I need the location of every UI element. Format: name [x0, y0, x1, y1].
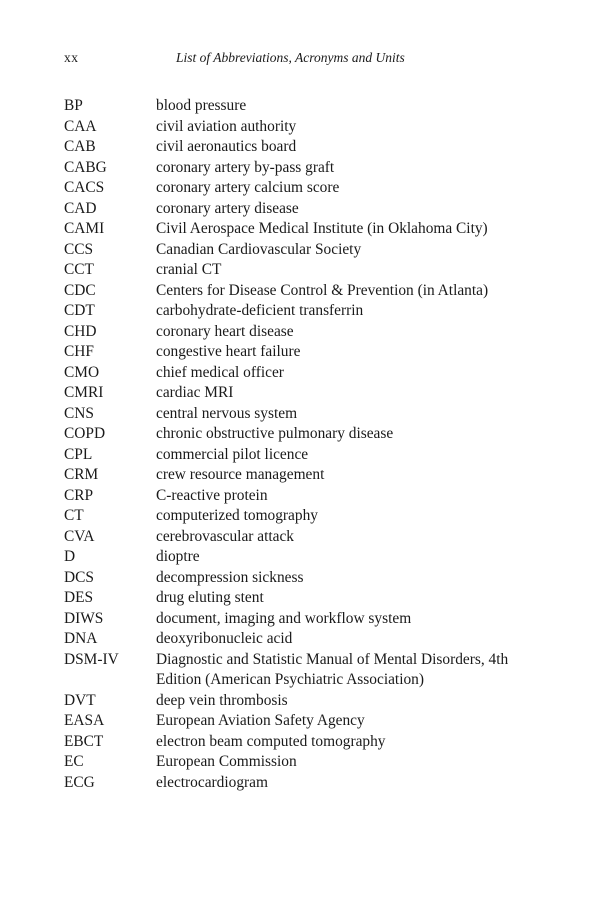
abbreviation-definition: coronary heart disease [156, 322, 294, 340]
abbreviation-entry [64, 342, 544, 363]
abbreviation-definition: blood pressure [156, 97, 247, 114]
abbreviation-term: CABG [64, 158, 107, 176]
abbreviation-entry [64, 445, 544, 466]
abbreviation-definition: dioptre [156, 548, 200, 565]
abbreviation-term: D [64, 548, 76, 565]
abbreviation-definition: Diagnostic and Statistic Manual of Mental Disorders, 4th Edition (American Psychiatric Association) [156, 650, 509, 688]
abbreviation-definition: document, imaging and workflow system [156, 609, 412, 627]
abbreviation-term: BP [64, 97, 83, 114]
abbreviation-definition: chronic obstructive pulmonary disease [156, 425, 394, 442]
abbreviation-term: CAA [64, 117, 97, 135]
abbreviation-definition: congestive heart failure [156, 343, 301, 360]
abbreviation-term: DNA [64, 630, 98, 647]
abbreviation-term: EASA [64, 712, 105, 729]
abbreviation-definition: deep vein thrombosis [156, 691, 288, 709]
abbreviation-entry [64, 219, 544, 240]
abbreviation-entry [64, 158, 544, 179]
page-number: xx [64, 50, 79, 65]
abbreviation-list [64, 96, 544, 793]
abbreviation-definition: electron beam computed tomography [156, 732, 386, 750]
abbreviation-entry [64, 568, 544, 589]
abbreviation-term: CNS [64, 404, 94, 422]
abbreviation-definition: commercial pilot licence [156, 445, 309, 463]
abbreviation-term: EC [64, 753, 84, 770]
abbreviation-term: COPD [64, 425, 106, 442]
abbreviation-term: CT [64, 507, 84, 524]
abbreviation-entry [64, 137, 544, 158]
abbreviation-entry [64, 547, 544, 568]
abbreviation-entry [64, 527, 544, 548]
abbreviation-definition: European Aviation Safety Agency [156, 712, 365, 729]
abbreviation-term: DSM-IV [64, 650, 119, 668]
abbreviation-term: CHF [64, 343, 94, 360]
abbreviation-definition: Civil Aerospace Medical Institute (in Oklahoma City) [156, 220, 488, 237]
abbreviation-term: DIWS [64, 609, 104, 627]
abbreviation-entry [64, 96, 544, 117]
abbreviation-definition: coronary artery calcium score [156, 179, 340, 196]
abbreviation-term: ECG [64, 773, 95, 791]
abbreviation-definition: cranial CT [156, 261, 222, 278]
abbreviation-definition: Canadian Cardiovascular Society [156, 240, 362, 258]
abbreviation-term: CRM [64, 466, 99, 483]
abbreviation-term: EBCT [64, 732, 104, 750]
abbreviation-entry [64, 650, 544, 691]
abbreviation-term: CPL [64, 445, 93, 463]
abbreviation-entry [64, 752, 544, 773]
abbreviation-entry [64, 240, 544, 261]
abbreviation-definition: European Commission [156, 753, 297, 770]
abbreviation-entry [64, 404, 544, 425]
abbreviation-term: DES [64, 589, 94, 606]
abbreviation-term: DCS [64, 568, 94, 586]
abbreviation-entry [64, 691, 544, 712]
abbreviation-term: CCS [64, 240, 94, 258]
abbreviation-entry [64, 465, 544, 486]
abbreviation-entry [64, 363, 544, 384]
abbreviation-entry [64, 773, 544, 794]
abbreviation-definition: chief medical officer [156, 363, 284, 381]
abbreviation-term: CRP [64, 486, 94, 504]
abbreviation-term: CDC [64, 281, 96, 299]
abbreviation-definition: electrocardiogram [156, 773, 268, 791]
abbreviation-term: CAD [64, 199, 97, 217]
abbreviation-definition: coronary artery by-pass graft [156, 158, 335, 176]
abbreviation-term: CAMI [64, 220, 105, 237]
abbreviation-definition: central nervous system [156, 404, 298, 422]
abbreviation-entry [64, 629, 544, 650]
abbreviation-term: DVT [64, 691, 96, 709]
abbreviation-term: CHD [64, 322, 97, 340]
abbreviation-entry [64, 506, 544, 527]
abbreviation-term: CDT [64, 302, 95, 319]
abbreviation-entry [64, 711, 544, 732]
abbreviation-entry [64, 117, 544, 138]
abbreviation-term: CAB [64, 138, 96, 155]
abbreviation-definition: decompression sickness [156, 568, 304, 586]
abbreviation-entry [64, 732, 544, 753]
abbreviation-term: CCT [64, 261, 94, 278]
abbreviation-entry [64, 383, 544, 404]
abbreviation-definition: civil aviation authority [156, 117, 297, 135]
abbreviation-definition: crew resource management [156, 466, 325, 483]
abbreviation-entry [64, 609, 544, 630]
abbreviation-entry [64, 301, 544, 322]
abbreviation-definition: Centers for Disease Control & Prevention (in Atlanta) [156, 281, 489, 299]
abbreviation-entry [64, 260, 544, 281]
abbreviation-term: CMRI [64, 384, 104, 401]
abbreviation-entry [64, 424, 544, 445]
abbreviation-definition: coronary artery disease [156, 199, 299, 217]
abbreviation-entry [64, 199, 544, 220]
abbreviation-definition: drug eluting stent [156, 589, 264, 606]
abbreviation-definition: cerebrovascular attack [156, 527, 294, 545]
abbreviation-entry [64, 281, 544, 302]
abbreviation-entry [64, 588, 544, 609]
abbreviation-entry [64, 178, 544, 199]
abbreviation-term: CVA [64, 527, 95, 545]
abbreviation-entry [64, 322, 544, 343]
abbreviation-definition: civil aeronautics board [156, 138, 297, 155]
abbreviation-definition: deoxyribonucleic acid [156, 630, 293, 647]
abbreviation-definition: cardiac MRI [156, 384, 234, 401]
abbreviation-entry [64, 486, 544, 507]
abbreviation-definition: C-reactive protein [156, 486, 268, 504]
running-head [64, 50, 520, 70]
abbreviation-term: CACS [64, 179, 105, 196]
abbreviation-definition: carbohydrate-deficient transferrin [156, 302, 364, 319]
abbreviation-definition: computerized tomography [156, 507, 318, 524]
running-title: List of Abbreviations, Acronyms and Units [176, 50, 405, 65]
abbreviation-term: CMO [64, 363, 100, 381]
